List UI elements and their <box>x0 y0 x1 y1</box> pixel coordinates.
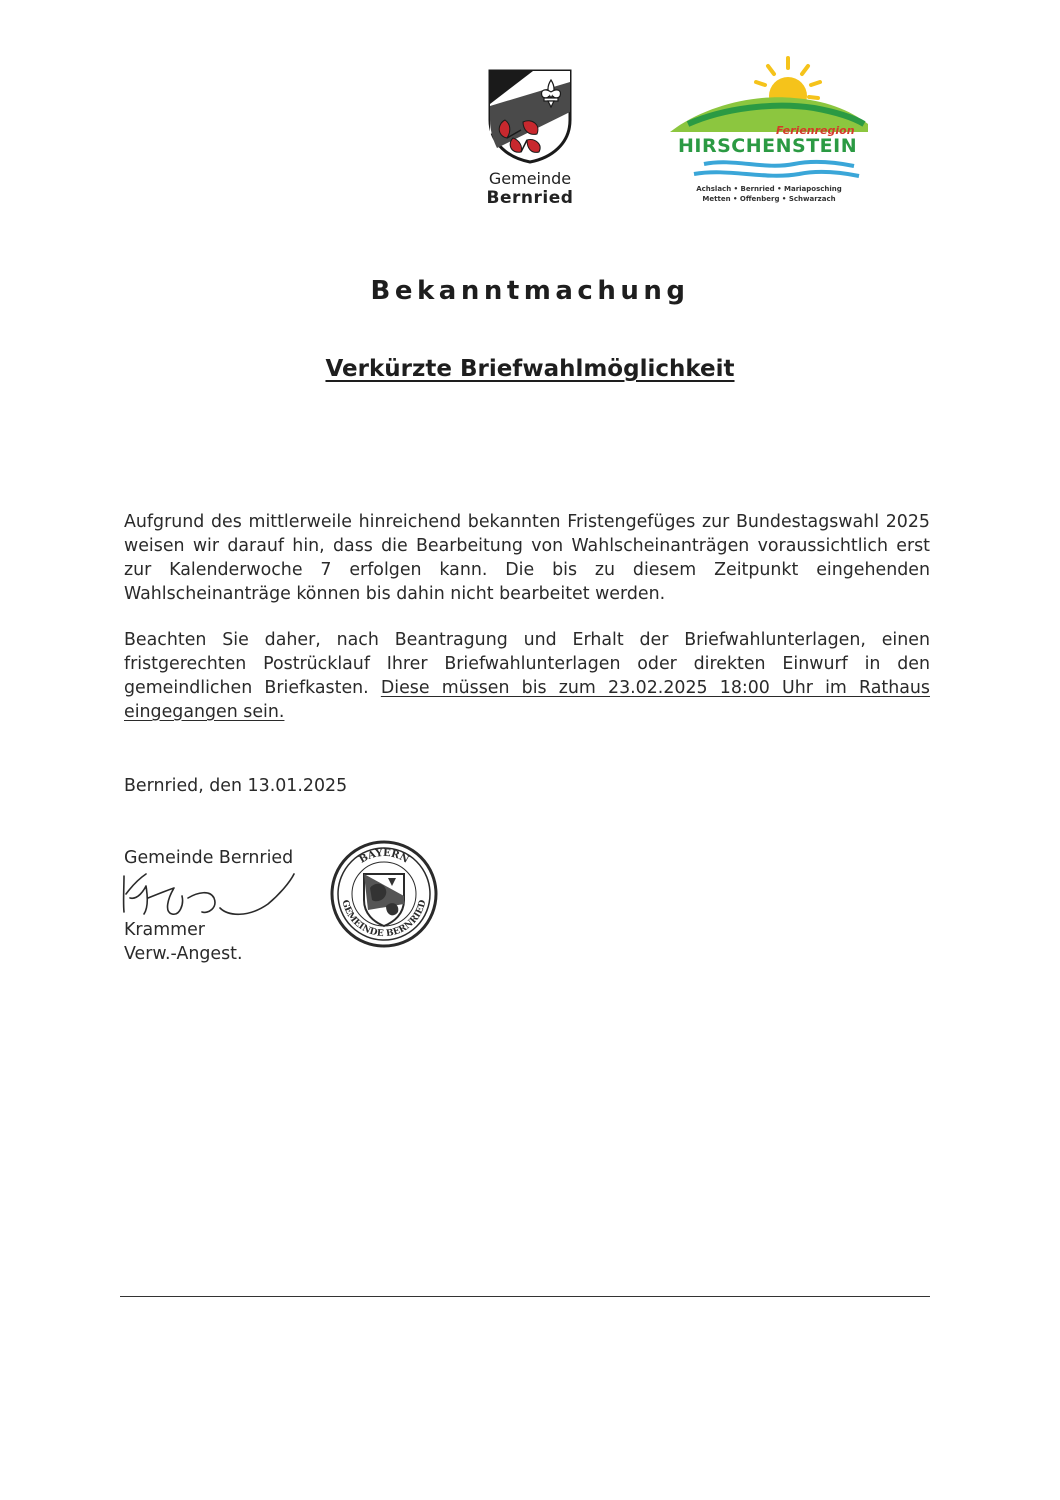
signer-name: Krammer <box>124 920 205 940</box>
paragraph-2-text: Beachten Sie daher, nach Beantragung und Erhalt der Briefwahlunterlagen, einen fristgerechten Postrücklauf Ihrer Briefwahlunterlagen oder direkten Einwurf in den gemeindlichen Briefkasten. <box>124 630 930 698</box>
subtitle-text: Verkürzte Briefwahlmöglichkeit <box>325 356 735 382</box>
deadline-notice: Diese müssen bis zum 23.02.2025 18:00 Uhr im Rathaus eingegangen sein. <box>124 678 930 722</box>
hirschenstein-logo <box>664 52 874 212</box>
coat-of-arms-icon <box>487 68 573 164</box>
gemeinde-logo <box>470 68 590 208</box>
footer-divider <box>120 1296 930 1297</box>
page-title: Bekanntmachung <box>370 276 690 306</box>
seal-text-top-path: BAYERN <box>357 847 411 866</box>
paragraph-1: Aufgrund des mittlerweile hinreichend bekannten Fristengefüges zur Bundestagswahl 2025 weisen wir darauf hin, dass die Bearbeitung von Wahlscheinanträgen voraussichtlich erst zur Kalenderwoche 7 erfolgen kann. Die bis zu diesem Zeitpunkt eingehenden Wahlscheinanträge können bis dahin nicht bearbeitet werden. <box>124 512 930 604</box>
hirschenstein-towns-line1: Achslach • Bernried • Mariaposching <box>696 185 842 193</box>
gemeinde-logo-text-line1: Gemeinde <box>488 169 572 188</box>
seal-text-top <box>357 848 410 866</box>
hirschenstein-towns-line2: Metten • Offenberg • Schwarzach <box>702 195 836 203</box>
page-subtitle <box>0 356 1060 382</box>
hirschenstein-region-label: Ferienregion <box>776 124 855 137</box>
date-line: Bernried, den 13.01.2025 <box>124 776 348 796</box>
organization-name: Gemeinde Bernried <box>124 848 294 868</box>
gemeinde-logo-text-line2: Bernried <box>486 188 574 208</box>
official-seal-icon <box>328 838 440 950</box>
signer-title: Verw.-Angest. <box>124 944 243 964</box>
hirschenstein-name: HIRSCHENSTEIN <box>678 135 858 157</box>
wave-icon <box>664 158 874 182</box>
seal-text-bottom-path: GEMEINDE BERNRIED <box>339 898 429 940</box>
paragraph-2 <box>124 628 930 724</box>
